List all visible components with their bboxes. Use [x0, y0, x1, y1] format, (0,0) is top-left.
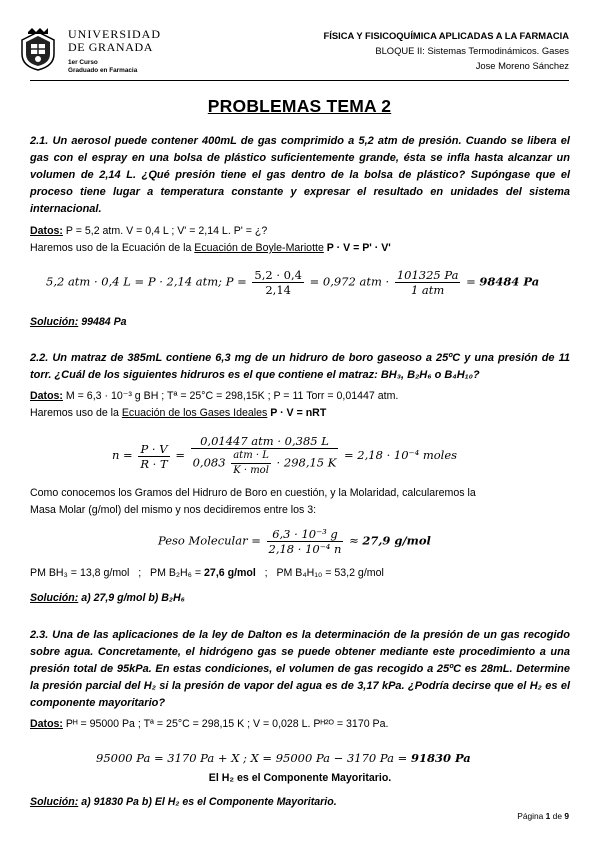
datos-label: Datos:	[30, 718, 63, 730]
subject-title: FÍSICA Y FISICOQUÍMICA APLICADAS A LA FARMACIA	[323, 30, 569, 41]
solution-label: Solución:	[30, 316, 79, 328]
para-line-1: Como conocemos los Gramos del Hidruro de Boro en cuestión, y la Molaridad, calcularemos la	[30, 487, 476, 499]
para-line-2: Masa Molar (g/mol) del mismo y nos decidiremos entre los 3:	[30, 504, 317, 516]
solution-label: Solución:	[30, 592, 79, 604]
unit-fraction	[231, 449, 271, 478]
fraction-pm	[267, 527, 344, 556]
separator: ;	[255, 567, 277, 579]
problem-statement: 2.2. Un matraz de 385mL contiene 6,3 mg de un hidruro de boro gaseoso a 25ºC y una presión de 11 torr. ¿Cuál de los siguientes hidruros es el que contiene el matraz: BH₃, B₂H₆ o B₄H₁₀?	[30, 352, 570, 381]
datos-text: M = 6,3 · 10⁻³ g BH ; Tª = 25°C = 298,15K ; P = 11 Torr = 0,01447 atm.	[62, 390, 399, 402]
fraction-num: P · V	[138, 442, 169, 457]
page-total: 9	[564, 811, 569, 821]
molar-mass-list	[30, 565, 570, 582]
page-number	[517, 811, 569, 821]
problem-2-1	[30, 133, 570, 257]
equation-ideal-gas: n = $\frac{P \cdot V}{R \cdot T}$ = 0,01447 atm · 0,385 L 0,083 $\frac{\text{atm · L}}{\text{K · mol}}$ · 298,15 K = 2,18 · 10⁻⁴ moles	[112, 434, 458, 476]
solution-2-3	[30, 794, 570, 811]
eq-result: 27,9 g/mol	[362, 533, 431, 548]
law-formula: P · V = P' · V'	[323, 242, 391, 254]
datos-label: Datos:	[30, 390, 63, 402]
fraction-num: 6,3 · 10⁻³ g	[267, 527, 344, 542]
eq-approx: ≈	[349, 533, 363, 548]
block-title: BLOQUE II: Sistemas Termodinámicos. Gases	[375, 45, 569, 56]
paragraph-molar-mass	[30, 485, 570, 519]
fraction-num: 0,01447 atm · 0,385 L	[191, 434, 339, 449]
page-current: 1	[545, 811, 551, 821]
pm-b4h10: PM B₄H₁₀ = 53,2 g/mol	[276, 567, 384, 579]
eq-left: n =	[112, 448, 137, 462]
fraction-num: 101325 Pa	[396, 268, 459, 282]
university-line1: UNIVERSIDAD	[68, 27, 161, 41]
pm-b2h6-label: PM B₂H₆ =	[150, 567, 205, 579]
den-b: · 298,15 K	[272, 455, 337, 470]
eq-equals: =	[466, 274, 480, 289]
solution-2-2	[30, 590, 570, 607]
law-name: Ecuación de Boyle-Mariotte	[194, 242, 324, 254]
law-formula: P · V = nRT	[267, 407, 327, 419]
page-title: PROBLEMAS TEMA 2	[207, 96, 392, 116]
datos-text: P = 5,2 atm. V = 0,4 L ; V' = 2,14 L. P' = ¿?	[62, 225, 268, 237]
solution-label: Solución:	[30, 796, 79, 808]
datos-label: Datos:	[30, 225, 63, 237]
pm-b2h6-value: 27,6 g/mol	[204, 567, 256, 579]
separator: ;	[129, 567, 151, 579]
haremos-line	[30, 405, 570, 422]
haremos-prefix: Haremos uso de la Ecuación de la	[30, 242, 195, 254]
problem-statement: 2.3. Una de las aplicaciones de la ley de Dalton es la determinación de la presión de un gas recogido sobre agua. Concretamente, el hidrógeno gas se puede obtener mediante este procedimiento a una presión total de 95kPa. En estas condiciones, el volumen de gas recogido a 25ºC es 28mL. Determine la presión parcial del H₂ si la presión de vapor del agua es de 3,17 kPa. ¿Podría decirse que el H₂ es el componente mayoritario?	[30, 629, 570, 709]
fraction-num: 5,2 · 0,4	[254, 268, 302, 282]
equation-molecular-weight	[158, 527, 431, 556]
fraction-den: 1 atm	[410, 283, 445, 297]
header-divider	[30, 80, 569, 81]
eq-result: 91830 Pa	[410, 751, 471, 765]
eq-left: 5,2 atm · 0,4 L = P · 2,14 atm; P =	[46, 274, 251, 289]
page-mid: de	[550, 811, 565, 821]
conclusion: El H₂ es el Componente Mayoritario.	[208, 772, 392, 784]
fraction-1	[252, 268, 304, 297]
unit-num: atm · L	[231, 449, 271, 464]
solution-text: a) 91830 Pa b) El H₂ es el Componente Mayoritario.	[78, 796, 337, 808]
header-info	[324, 28, 570, 73]
eq-result: = 2,18 · 10⁻⁴ moles	[344, 448, 458, 462]
course-year: 1er Curso	[68, 59, 98, 66]
solution-text: 99484 Pa	[78, 316, 127, 328]
law-name: Ecuación de los Gases Ideales	[121, 407, 268, 419]
eq-text: 95000 Pa = 3170 Pa + X ; X = 95000 Pa − 3170 Pa =	[96, 751, 411, 765]
course-info	[68, 59, 137, 75]
fraction-den: 2,18 · 10⁻⁴ n	[268, 542, 342, 556]
university-name	[68, 28, 161, 54]
den-a: 0,083	[192, 455, 230, 470]
fraction-2	[395, 268, 461, 297]
author-name: Jose Moreno Sánchez	[475, 60, 569, 71]
eq-mid: = 0,972 atm ·	[309, 274, 393, 289]
equation-dalton	[96, 751, 471, 765]
fraction-den: 2,14	[265, 283, 291, 297]
problem-2-2	[30, 350, 570, 422]
problem-2-3	[30, 627, 570, 733]
datos-line	[30, 388, 570, 405]
solution-text: a) 27,9 g/mol b) B₂H₆	[78, 592, 185, 604]
fraction-den: R · T	[140, 456, 168, 471]
university-crest-icon	[14, 26, 62, 72]
equation-boyle	[46, 268, 539, 297]
fraction-pv-rt	[138, 442, 169, 471]
page-prefix: Página	[517, 811, 546, 821]
datos-line	[30, 716, 570, 733]
datos-line	[30, 223, 570, 240]
fraction-values	[191, 434, 339, 478]
eq-result: 98484 Pa	[479, 274, 540, 289]
haremos-prefix: Haremos uso de la	[30, 407, 122, 419]
problem-statement: 2.1. Un aerosol puede contener 400mL de gas comprimido a 5,2 atm de presión. Cuando se libera el gas con el espray en una bolsa de plástico suficientemente grande, ésta se infla hasta alcanzar un volumen de 2,14 L. ¿Qué presión tiene el gas dentro de la bolsa de plástico? Supóngase que el proceso tiene lugar a temperatura constante y expresar el resultado en unidades del sistema internacional.	[30, 135, 570, 215]
haremos-line	[30, 240, 570, 257]
unit-den: K · mol	[233, 465, 269, 476]
university-line2: DE GRANADA	[68, 40, 153, 54]
course-degree: Graduado en Farmacia	[68, 67, 138, 74]
solution-2-1	[30, 314, 570, 331]
pm-bh3: PM BH₃ = 13,8 g/mol	[30, 567, 130, 579]
fraction-den	[191, 449, 339, 478]
datos-text: Pᴴ = 95000 Pa ; Tª = 25°C = 298,15 K ; V = 0,028 L. Pᴴ²ᴼ = 3170 Pa.	[62, 718, 389, 730]
eq-left: Peso Molecular =	[158, 533, 265, 548]
